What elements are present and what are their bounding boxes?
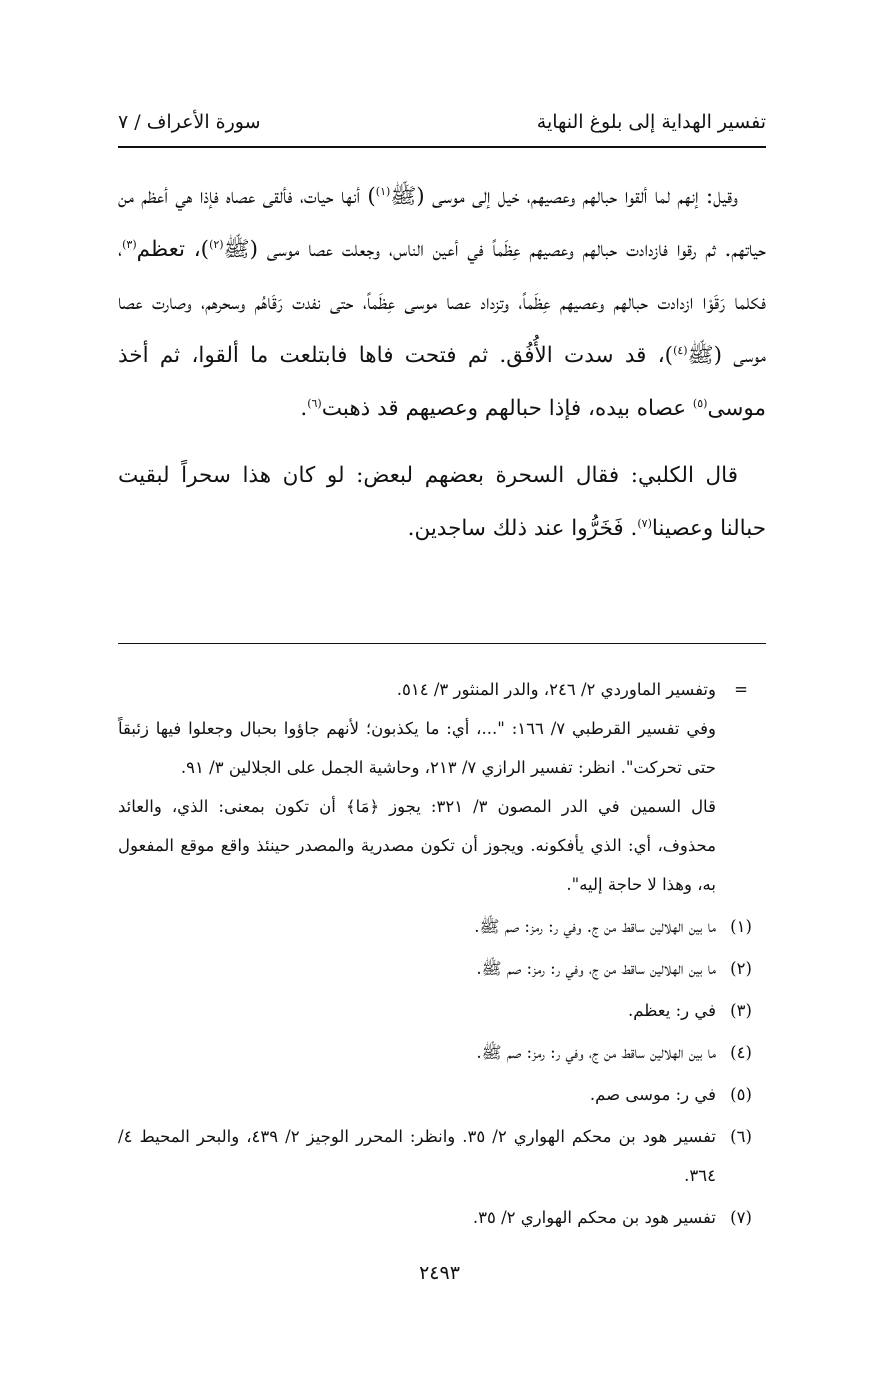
paragraph-1 — [118, 170, 766, 435]
footnote-text: ما بين الهلالين ساقط من ج. وفي ر: رمز: صم ﷺ. — [474, 917, 716, 936]
continuation-body — [118, 670, 716, 904]
footnote-item — [118, 1117, 766, 1195]
blessing-glyph: ﷺ — [687, 343, 714, 368]
text-run: )، تعظم — [136, 237, 210, 262]
footnote-text: تفسير هود بن محكم الهواري ٢/ ٣٥. — [472, 1208, 716, 1227]
footnote-continuation — [118, 670, 766, 904]
footnote-number: (٣) — [730, 1001, 752, 1020]
surah-title: سورة الأعراف / ٧ — [118, 111, 261, 133]
footnotes — [118, 670, 766, 1237]
footnote-item — [118, 991, 766, 1030]
blessing-glyph: ﷺ — [390, 184, 417, 209]
footnote-item — [118, 907, 766, 946]
continuation-line: وتفسير الماوردي ٢/ ٢٤٦، والدر المنثور ٣/ ٥١٤. — [396, 680, 716, 699]
footnote-text: في ر: يعظم. — [628, 1001, 716, 1020]
footnote-ref: (٦) — [307, 396, 322, 410]
footnote-number: (١) — [730, 917, 752, 936]
footnote-number: (٤) — [730, 1043, 752, 1062]
text-run: ) أنها حيات، فألقى عصاه فإذا هي أعظم من حياتهم. ثم رقوا فازدادت حبالهم وعصيهم عِظَماً في أعين الناس، وجعلت عصا موسى ( — [118, 184, 767, 262]
continuation-line: قال السمين في الدر المصون ٣/ ٣٢١: يجوز ﴿مَا﴾ أن تكون بمعنى: الذي، والعائد محذوف، أي: الذي يأفكونه. ويجوز أن تكون مصدرية والمصدر حينئذ واقع موقع المفعول به، وهذا لا حاجة إليه". — [118, 797, 716, 894]
paragraph-2 — [118, 449, 766, 555]
continuation-marker: = — [734, 680, 748, 699]
text-run: )، قد سدت الأُفُق. ثم فتحت فاها فابتلعت ما ألقوا، ثم أخذ موسى — [118, 343, 766, 421]
book-title: تفسير الهداية إلى بلوغ النهاية — [536, 111, 766, 133]
footnote-ref: (٥) — [692, 396, 708, 410]
running-header — [118, 104, 766, 140]
text-run: عصاه بيده، فإذا حبالهم وعصيهم قد ذهبت — [321, 396, 693, 421]
footnote-text: تفسير هود بن محكم الهواري ٢/ ٣٥. وانظر: المحرر الوجيز ٢/ ٤٣٩، والبحر المحيط ٤/ ٣٦٤. — [118, 1127, 717, 1185]
footnote-ref: (٣) — [122, 237, 137, 251]
footnote-rule — [118, 643, 766, 644]
footnote-item — [118, 1033, 766, 1072]
footnote-text: في ر: موسى صم. — [589, 1085, 716, 1104]
main-text — [118, 170, 766, 555]
text-run: ، فكلما رَقَوْا ازدادت حبالهم وعصيهم عِظَماً، وتزداد عصا موسى عِظَماً، حتى نفدت رَقَاهُم وسحرهم، وصارت عصا موسى ( — [118, 237, 766, 368]
footnote-ref: (١) — [375, 184, 391, 198]
footnote-item — [118, 949, 766, 988]
footnote-ref: (٢) — [209, 237, 224, 251]
continuation-line: وفي تفسير القرطبي ٧/ ١٦٦: "...، أي: ما يكذبون؛ لأنهم جاؤوا بحبال وجعلوا فيها زئبقاً حتى تحركت". انظر: تفسير الرازي ٧/ ٢١٣، وحاشية الجمل على الجلالين ٣/ ٩١. — [118, 719, 716, 777]
text-run: . — [300, 396, 308, 421]
footnote-number: (٦) — [730, 1127, 752, 1146]
footnote-number: (٢) — [730, 959, 752, 978]
footnote-item — [118, 1075, 766, 1114]
page-number: ٢٤٩٣ — [419, 1262, 460, 1284]
footnote-item — [118, 1198, 766, 1237]
header-rule — [118, 146, 766, 148]
footnote-number: (٥) — [730, 1085, 752, 1104]
text-run: قال الكلبي: فقال السحرة بعضهم لبعض: لو كان هذا سحراً لبقيت حبالنا وعصينا — [118, 463, 766, 541]
footnote-text: ما بين الهلالين ساقط من ج، وفي ر: رمز: صم ﷺ. — [476, 1043, 716, 1062]
footnote-text: ما بين الهلالين ساقط من ج، وفي ر: رمز: صم ﷺ. — [476, 959, 716, 978]
blessing-glyph: ﷺ — [223, 237, 250, 262]
footnote-ref: (٤) — [673, 343, 688, 357]
text-run: . فَخَرُّوا عند ذلك ساجدين. — [407, 516, 638, 541]
text-run: وقيل: إنهم لما ألقوا حبالهم وعصيهم، خيل إلى موسى ( — [416, 184, 738, 209]
footnote-ref: (٧) — [637, 516, 652, 530]
footnote-number: (٧) — [730, 1208, 752, 1227]
